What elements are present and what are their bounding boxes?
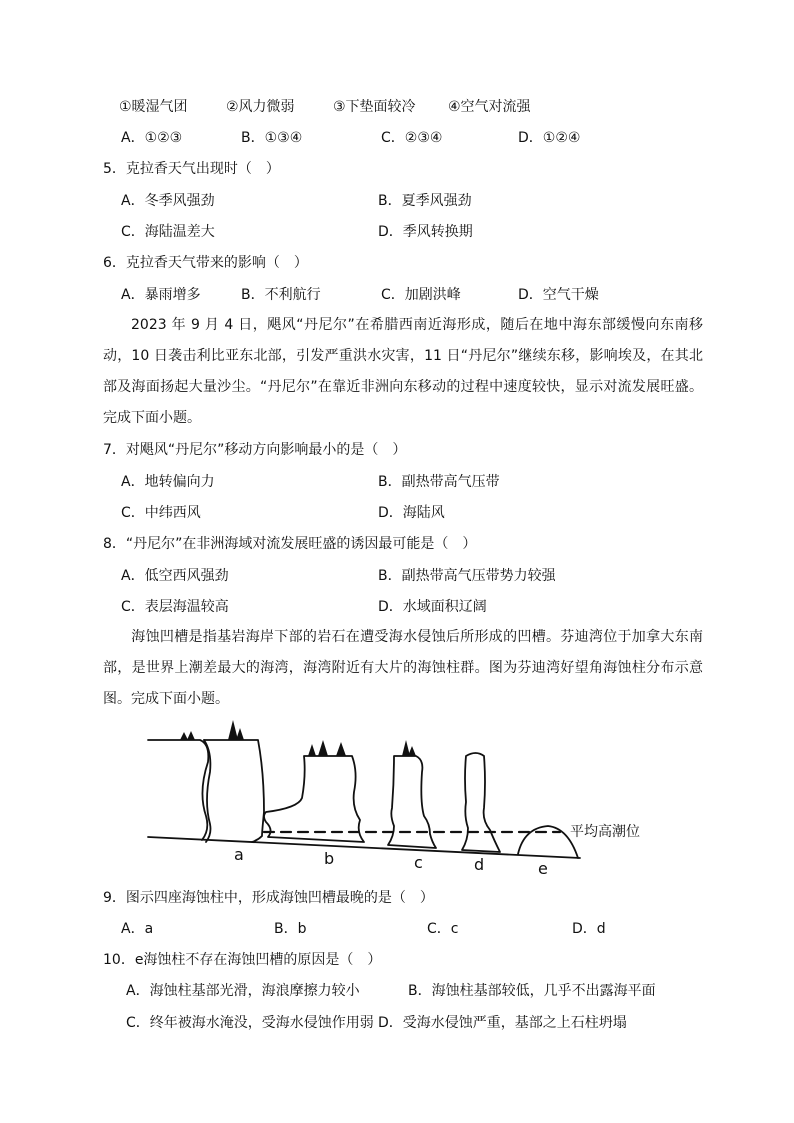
- sea-floor-line: [148, 837, 580, 858]
- sea-stack-d-outline: [462, 753, 500, 852]
- q4-item-1: ①暖湿气团: [119, 99, 188, 115]
- mean-high-tide-label: 平均高潮位: [570, 824, 640, 840]
- q10-stem: 10．e海蚀柱不存在海蚀凹槽的原因是（ ）: [103, 952, 382, 968]
- q8-option-c[interactable]: C．表层海温较高: [121, 599, 229, 615]
- passage-daniel-text: 2023 年 9 月 4 日，飓风“丹尼尔”在希腊西南近海形成，随后在地中海东部缓慢向东南移动，10 日袭击利比亚东北部，引发严重洪水灾害，11 日“丹尼尔”继续东移，影响埃及，在其北部及海面扬起大量沙尘。“丹尼尔”在靠近非洲向东移动的过程中速度较快，显示对流发展旺盛。完成下面小题。: [103, 317, 703, 426]
- q6-stem: 6．克拉香天气带来的影响（ ）: [103, 255, 308, 271]
- q5-option-c[interactable]: C．海陆温差大: [121, 224, 215, 240]
- label-d: d: [474, 855, 485, 874]
- q10-option-c[interactable]: C．终年被海水淹没，受海水侵蚀作用弱: [126, 1015, 374, 1031]
- q7-option-b[interactable]: B．副热带高气压带: [378, 474, 500, 490]
- sea-stack-a-outline: [204, 740, 264, 842]
- sea-stack-c-outline: [388, 756, 436, 848]
- vegetation-icon: [180, 720, 416, 756]
- sea-stack-e-outline: [518, 826, 578, 858]
- q9-option-d[interactable]: D．d: [572, 921, 606, 937]
- q7-option-d[interactable]: D．海陆风: [378, 505, 445, 521]
- label-b: b: [324, 849, 335, 868]
- passage-sea-stack: [103, 622, 703, 715]
- q6-option-d[interactable]: D．空气干燥: [518, 287, 599, 303]
- q7-stem: 7．对飓风“丹尼尔”移动方向影响最小的是（ ）: [103, 442, 407, 458]
- q4-option-c[interactable]: C．②③④: [381, 130, 443, 146]
- q6-option-c[interactable]: C．加剧洪峰: [381, 287, 461, 303]
- q4-item-3: ③下垫面较冷: [333, 99, 416, 115]
- q5-option-d[interactable]: D．季风转换期: [378, 224, 473, 240]
- q4-item-4: ④空气对流强: [448, 99, 531, 115]
- q8-option-d[interactable]: D．水域面积辽阔: [378, 599, 487, 615]
- passage-sea-stack-text: 海蚀凹槽是指基岩海岸下部的岩石在遭受海水侵蚀后所形成的凹槽。芬迪湾位于加拿大东南部，是世界上潮差最大的海湾，海湾附近有大片的海蚀柱群。图为芬迪湾好望角海蚀柱分布示意图。完成下面小题。: [103, 629, 703, 707]
- q6-option-a[interactable]: A．暴雨增多: [121, 287, 201, 303]
- q8-option-a[interactable]: A．低空西风强劲: [121, 568, 229, 584]
- q8-stem: 8．“丹尼尔”在非洲海域对流发展旺盛的诱因最可能是（ ）: [103, 536, 477, 552]
- q9-option-b[interactable]: B．b: [274, 921, 307, 937]
- q7-option-c[interactable]: C．中纬西风: [121, 505, 201, 521]
- q9-option-a[interactable]: A．a: [121, 921, 154, 937]
- label-e: e: [538, 859, 548, 878]
- q5-option-a[interactable]: A．冬季风强劲: [121, 193, 215, 209]
- q6-option-b[interactable]: B．不利航行: [241, 287, 321, 303]
- q9-option-c[interactable]: C．c: [427, 921, 459, 937]
- q4-option-d[interactable]: D．①②④: [518, 130, 581, 146]
- q10-option-d[interactable]: D．受海水侵蚀严重，基部之上石柱坍塌: [378, 1015, 627, 1031]
- q4-option-b[interactable]: B．①③④: [241, 130, 303, 146]
- q7-option-a[interactable]: A．地转偏向力: [121, 474, 215, 490]
- sea-stack-diagram: [140, 712, 680, 882]
- q10-option-b[interactable]: B．海蚀柱基部较低，几乎不出露海平面: [408, 983, 656, 999]
- cliff-a-outline: [148, 740, 208, 840]
- q4-item-2: ②风力微弱: [226, 99, 295, 115]
- q5-stem: 5．克拉香天气出现时（ ）: [103, 161, 280, 177]
- q10-option-a[interactable]: A．海蚀柱基部光滑，海浪摩擦力较小: [126, 983, 360, 999]
- label-a: a: [234, 845, 244, 864]
- q5-option-b[interactable]: B．夏季风强劲: [378, 193, 472, 209]
- q8-option-b[interactable]: B．副热带高气压带势力较强: [378, 568, 556, 584]
- passage-daniel: [103, 310, 703, 434]
- q4-option-a[interactable]: A．①②③: [121, 130, 183, 146]
- label-c: c: [414, 853, 423, 872]
- sea-stack-b-outline: [264, 756, 364, 842]
- q9-stem: 9．图示四座海蚀柱中，形成海蚀凹槽最晚的是（ ）: [103, 890, 434, 906]
